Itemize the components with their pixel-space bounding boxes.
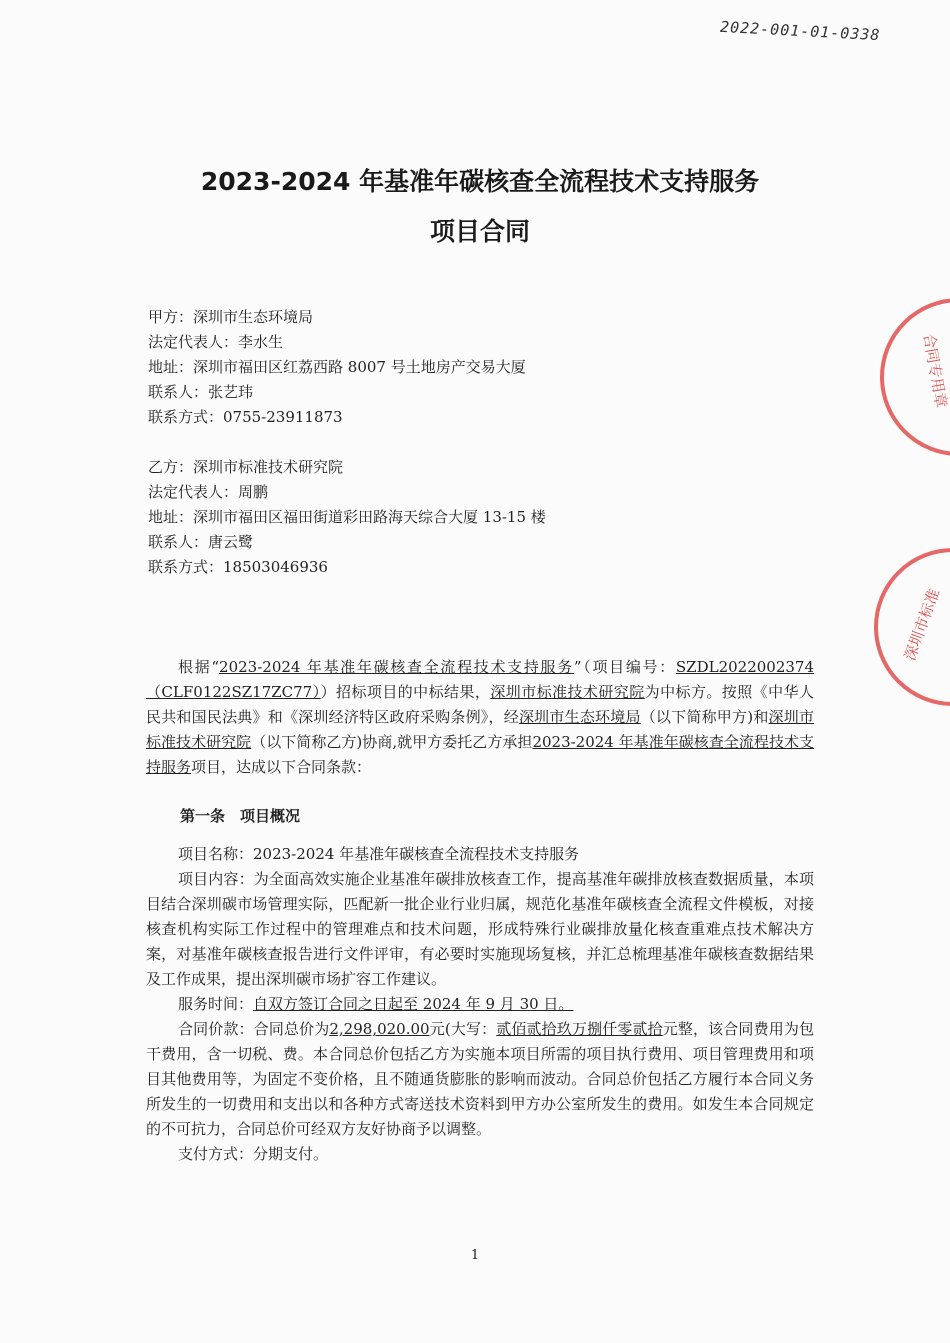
price-words: 贰佰贰拾玖万捌仟零贰拾 (496, 1020, 663, 1038)
payment-method: 支付方式：分期支付。 (178, 1145, 329, 1163)
title-line-1: 2023-2024 年基准年碳核查全流程技术支持服务 (200, 167, 760, 196)
article-1-body (146, 842, 814, 1167)
project-number: SZDL2022002374（CLF0122SZ17ZC77） (146, 658, 815, 701)
party-b-address: 地址：深圳市福田区福田街道彩田路海天综合大厦 13-15 楼 (148, 508, 546, 526)
party-b-contact: 联系人：唐云鹭 (148, 533, 254, 551)
party-b-underline: 深圳市标准技术研究院 (146, 708, 814, 751)
party-b-block (148, 455, 546, 580)
project-name-line: 项目名称：2023-2024 年基准年碳核查全流程技术支持服务 (178, 845, 580, 863)
title-line-2: 项目合同 (429, 217, 530, 246)
contract-seal: 合同专用章 (880, 298, 950, 456)
institute-seal: 深圳市标准 (874, 548, 950, 706)
party-b-phone: 联系方式：18503046936 (148, 558, 328, 576)
party-a-block (148, 305, 526, 430)
handwritten-code: 2022-001-01-0338 (719, 17, 881, 45)
project-content: 项目内容：为全面高效实施企业基准年碳排放核查工作，提高基准年碳排放核查数据质量，本项目结合深圳碳市场管理实际，匹配新一批企业行业归属，规范化基准年碳核查全流程文件模板，对接核查机构实际工作过程中的管理难点和技术问题，形成特殊行业碳排放量化核查重难点技术解决方案，对基准年碳核查报告进行文件评审，有必要时实施现场复核，并汇总梳理基准年碳核查数据结果及工作成果，提出深圳碳市场扩容工作建议。 (146, 870, 814, 988)
page-number: 1 (470, 1248, 480, 1263)
intro-paragraph: 根据“2023-2024 年基准年碳核查全流程技术支持服务”（项目编号：SZDL2022002374（CLF0122SZ17ZC77））招标项目的中标结果，深圳市标准技术研究院为中标方。按照《中华人民共和国民法典》和《深圳经济特区政府采购条例》，经深圳市生态环境局（以下简称甲方)和深圳市标准技术研究院（以下简称乙方)协商,就甲方委托乙方承担2023-2024 年基准年碳核查全流程技术支持服务项目，达成以下合同条款： (146, 658, 815, 776)
project-name-underline-2: 2023-2024 年基准年碳核查全流程技术支持服务 (146, 733, 815, 776)
winner-name: 深圳市标准技术研究院 (490, 683, 645, 701)
article-1-title: 第一条 项目概况 (180, 807, 301, 825)
price-amount: 2,298,020.00 (329, 1020, 430, 1038)
project-name-underline: 2023-2024 年基准年碳核查全流程技术支持服务 (219, 658, 574, 676)
service-time: 服务时间：自双方签订合同之日起至 2024 年 9 月 30 日。 (178, 995, 574, 1013)
party-b-name: 乙方：深圳市标准技术研究院 (148, 458, 344, 476)
party-a-address: 地址：深圳市福田区红荔西路 8007 号土地房产交易大厦 (148, 358, 526, 376)
party-a-underline: 深圳市生态环境局 (518, 708, 641, 726)
party-a-phone: 联系方式：0755-23911873 (148, 408, 343, 426)
party-a-name: 甲方：深圳市生态环境局 (148, 308, 314, 326)
party-b-rep: 法定代表人：周鹏 (148, 483, 269, 501)
party-a-contact: 联系人：张艺玮 (148, 383, 254, 401)
party-a-rep: 法定代表人：李水生 (148, 333, 284, 351)
contract-price: 合同价款：合同总价为2,298,020.00元(大写：贰佰贰拾玖万捌仟零贰拾元整，该合同费用为包干费用，含一切税、费。本合同总价包括乙方为实施本项目所需的项目执行费用、项目管理费用和项目其他费用等，为固定不变价格，且不随通货膨胀的影响而波动。合同总价包括乙方履行本合同义务所发生的一切费用和支出以和各种方式寄送技术资料到甲方办公室所发生的费用。如发生本合同规定的不可抗力，合同总价可经双方友好协商予以调整。 (146, 1020, 814, 1138)
